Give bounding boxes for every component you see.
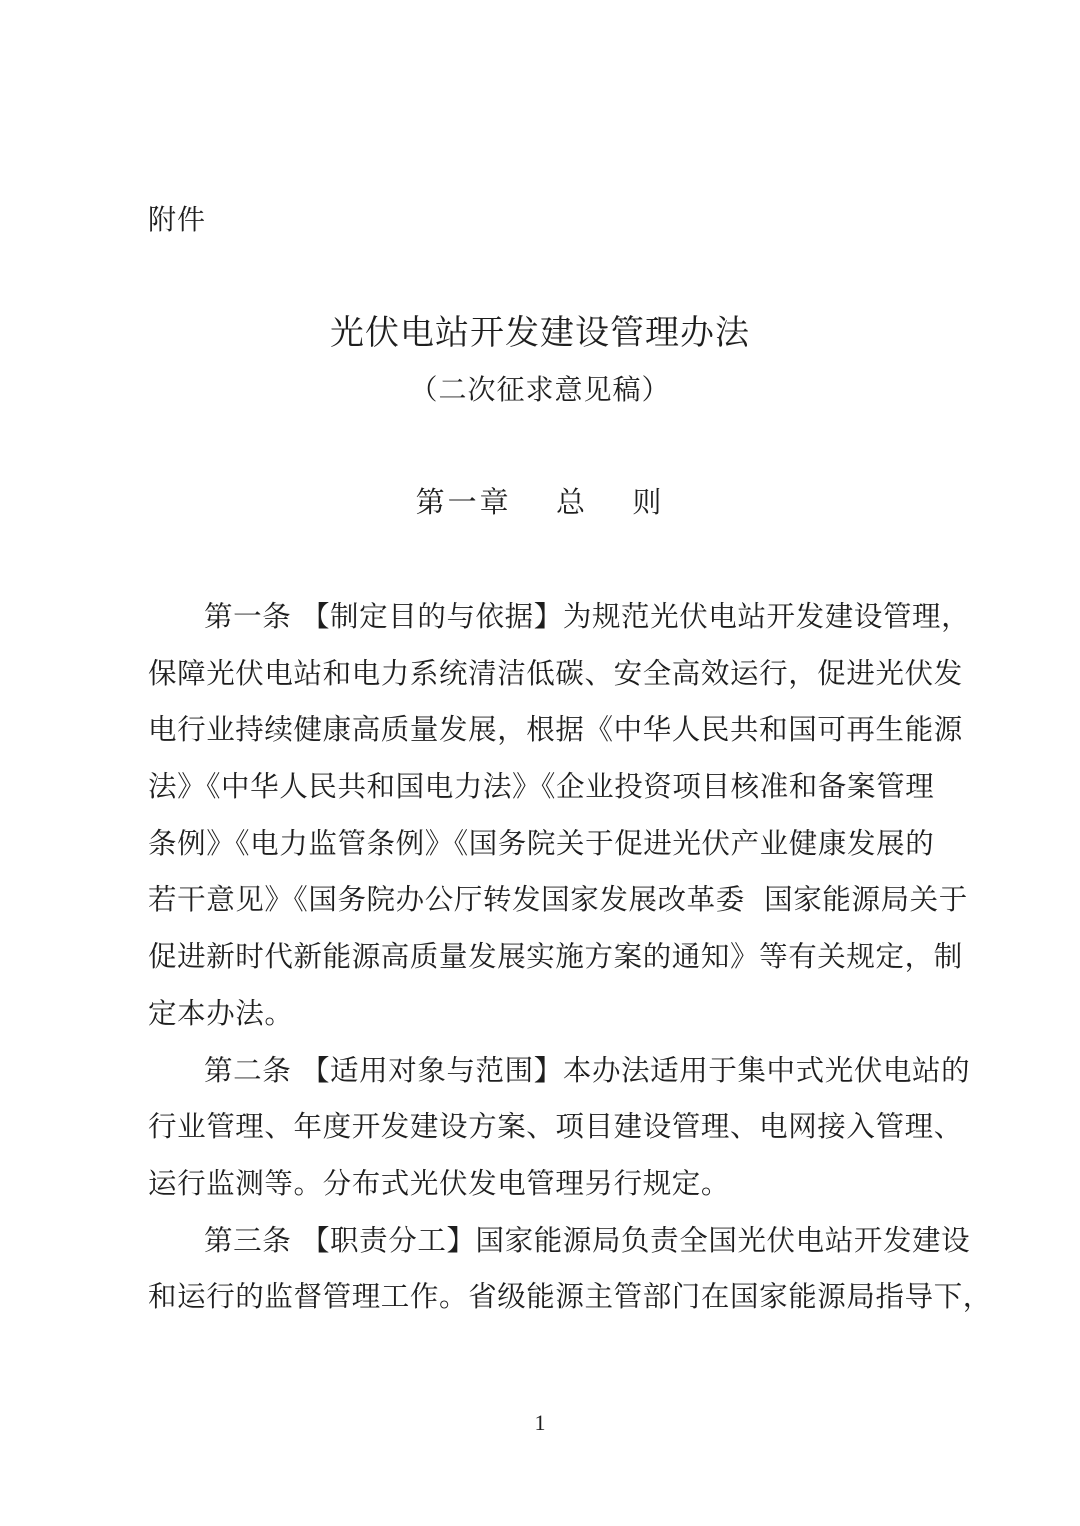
article-1-line: 若干意见》《国务院办公厅转发国家发展改革委 国家能源局关于 xyxy=(148,883,968,917)
article-1-line: 保障光伏电站和电力系统清洁低碳、安全高效运行，促进光伏发 xyxy=(148,656,963,690)
article-1-line: 条例》《电力监管条例》《国务院关于促进光伏产业健康发展的 xyxy=(148,826,935,860)
article-3-line: 第三条 【职责分工】国家能源局负责全国光伏电站开发建设 xyxy=(204,1223,971,1257)
document-title: 光伏电站开发建设管理办法 xyxy=(330,313,750,353)
article-1-line: 定本办法。 xyxy=(148,996,294,1030)
article-2-line: 第二条 【适用对象与范围】本办法适用于集中式光伏电站的 xyxy=(204,1053,971,1087)
body-text xyxy=(148,589,992,1326)
page-number: 1 xyxy=(534,1410,546,1435)
article-1-line: 法》《中华人民共和国电力法》《企业投资项目核准和备案管理 xyxy=(148,770,935,804)
article-2-line: 行业管理、年度开发建设方案、项目建设管理、电网接入管理、 xyxy=(148,1110,963,1144)
article-3-line: 和运行的监督管理工作。省级能源主管部门在国家能源局指导下， xyxy=(148,1280,992,1314)
article-2-line: 运行监测等。分布式光伏发电管理另行规定。 xyxy=(148,1166,731,1200)
chapter-heading: 第一章 总 则 xyxy=(415,485,665,519)
article-1-line: 促进新时代新能源高质量发展实施方案的通知》等有关规定，制 xyxy=(148,940,963,974)
article-1-line: 电行业持续健康高质量发展，根据《中华人民共和国可再生能源 xyxy=(148,713,963,747)
attachment-label: 附件 xyxy=(148,203,207,236)
document-subtitle: （二次征求意见稿） xyxy=(409,373,671,406)
article-1-line: 第一条 【制定目的与依据】为规范光伏电站开发建设管理， xyxy=(204,600,971,633)
